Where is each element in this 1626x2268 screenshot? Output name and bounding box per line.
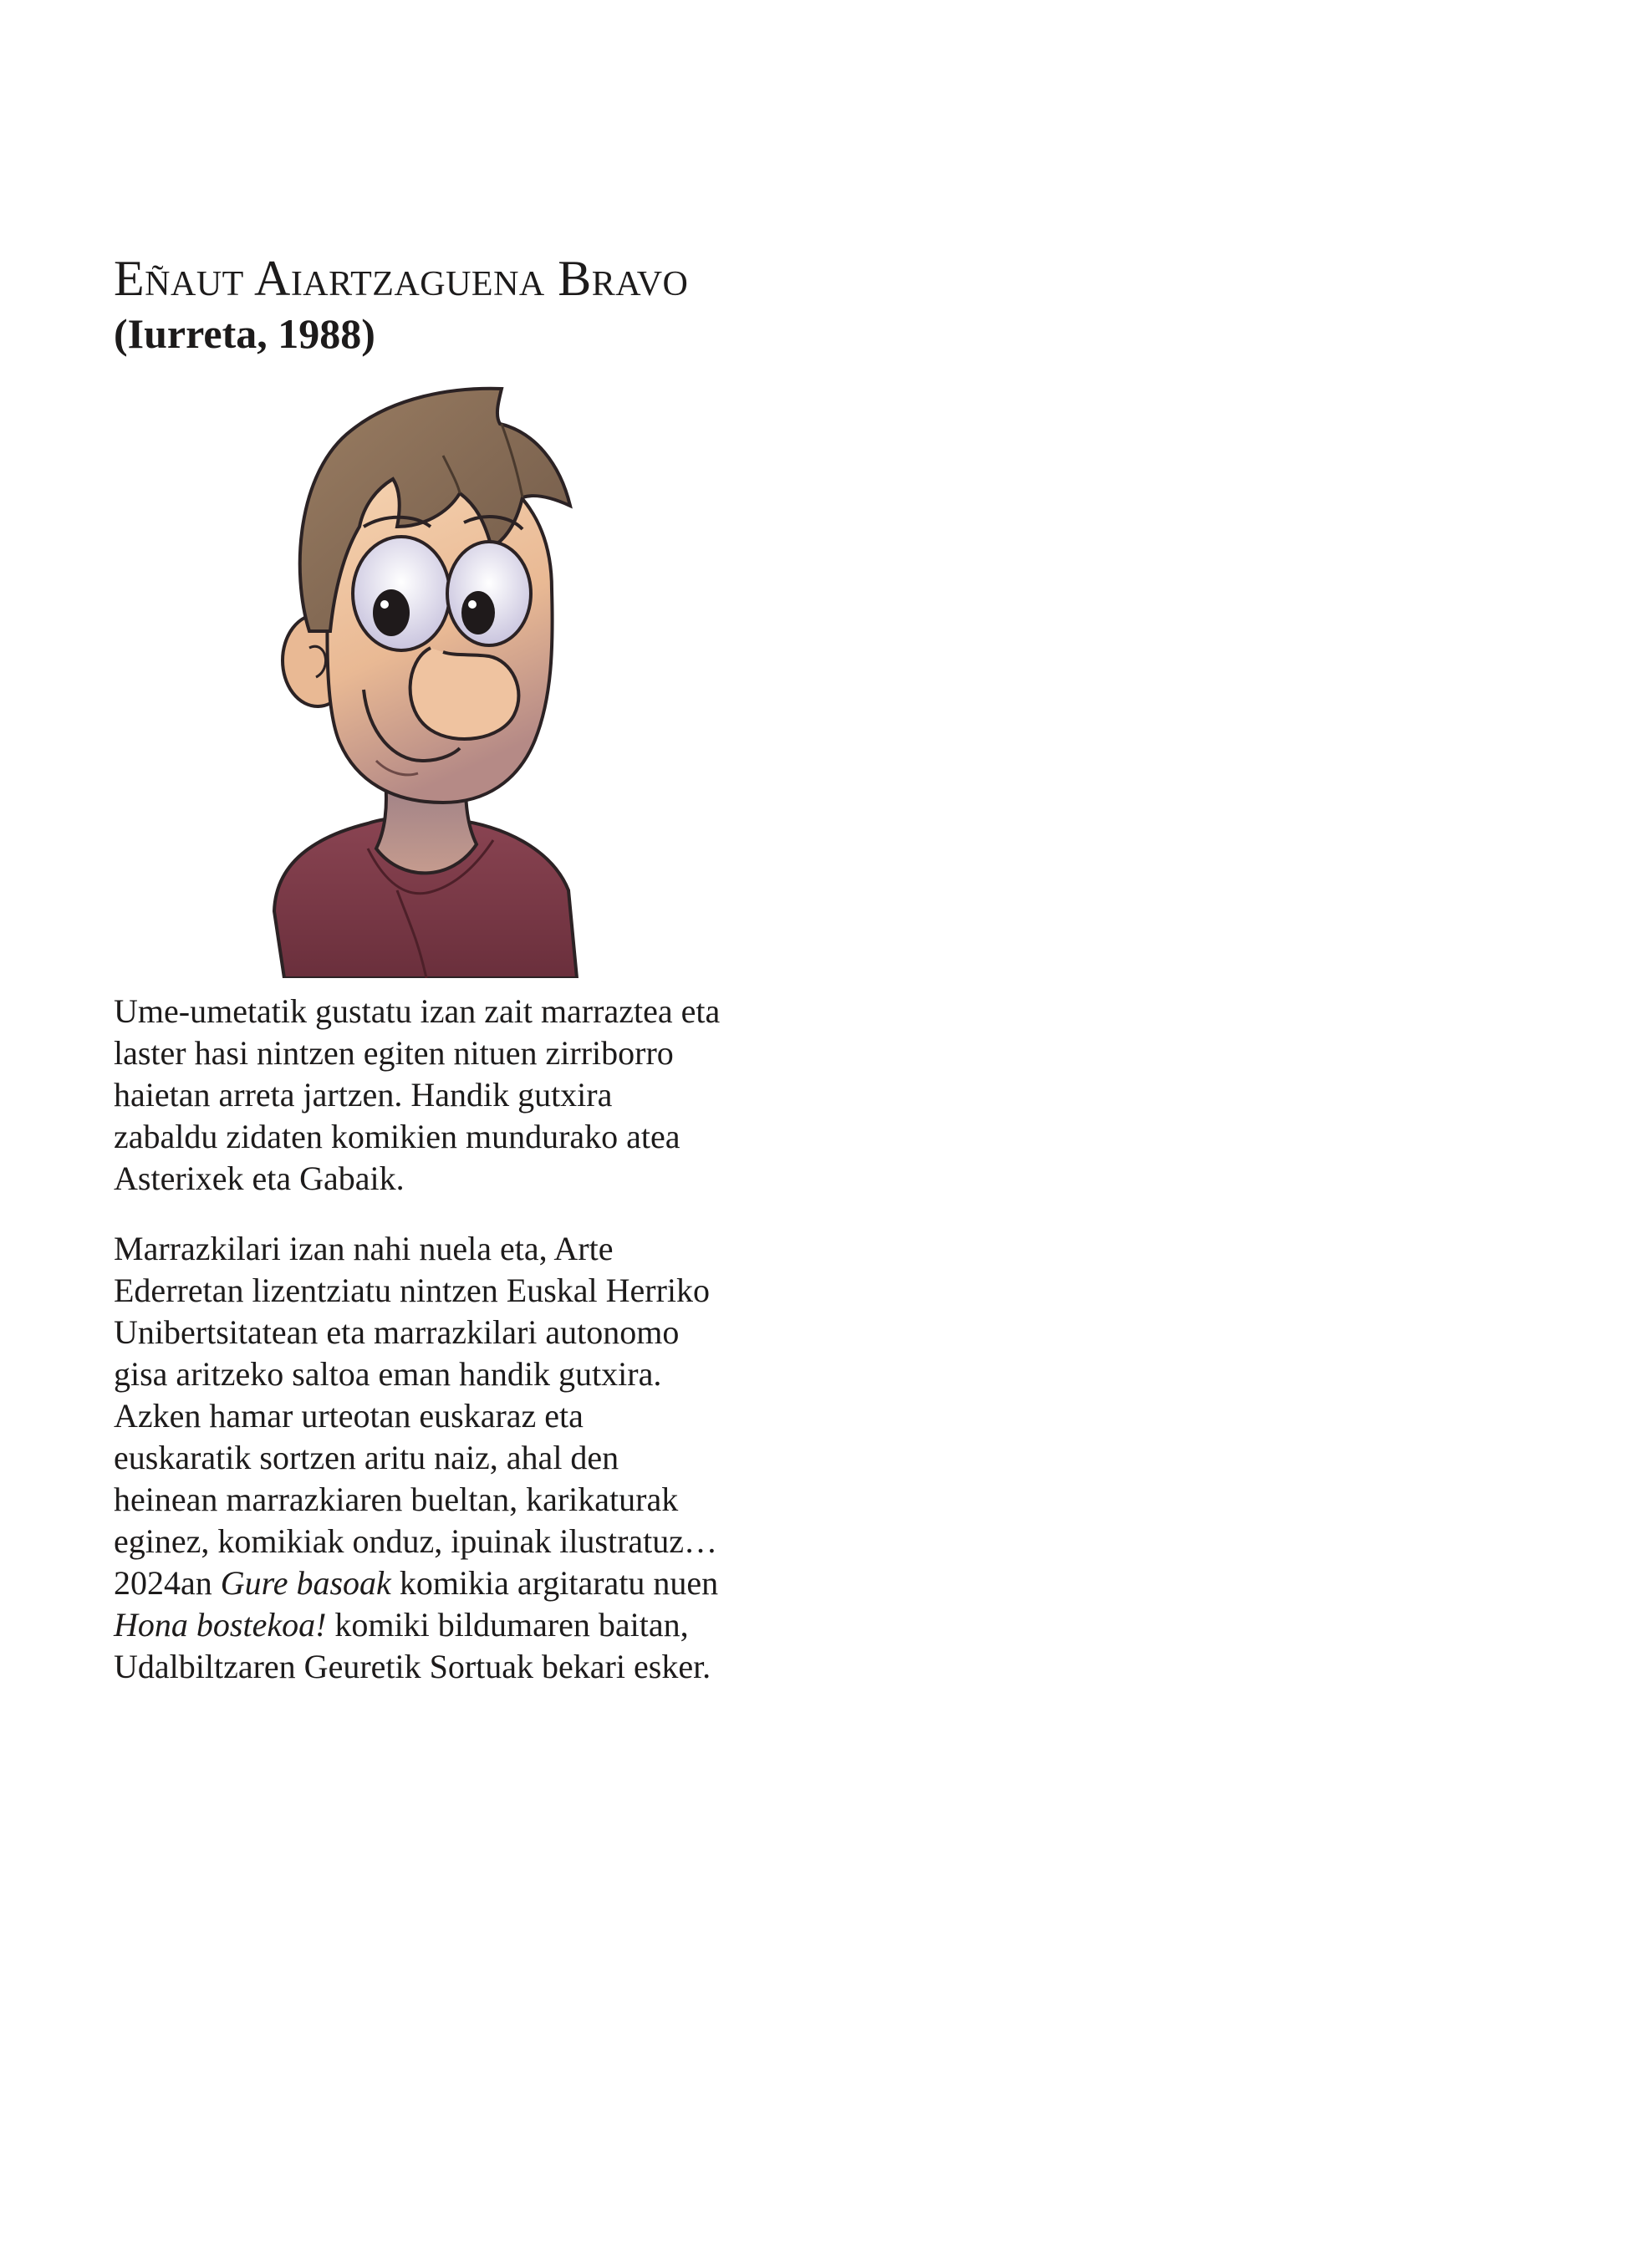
bio-line: laster hasi nintzen egiten nituen zirriborro xyxy=(114,1034,674,1072)
collection-suffix: komiki bildumaren baitan, xyxy=(334,1606,689,1644)
bio-line: haietan arreta jartzen. Handik gutxira xyxy=(114,1076,613,1114)
bio-line: Ume-umetatik gustatu izan zait marraztea eta xyxy=(114,992,721,1030)
bio-line: Ederretan lizentziatu nintzen Euskal Herriko xyxy=(114,1272,711,1309)
author-biography xyxy=(114,991,849,1716)
bio-line: Unibertsitatean eta marrazkilari autonomo xyxy=(114,1313,680,1351)
bio-line: Asterixek eta Gabaik. xyxy=(114,1159,405,1197)
bio-line: Marrazkilari izan nahi nuela eta, Arte xyxy=(114,1230,614,1267)
bio-line: eginez, komikiak onduz, ipuinak ilustratuz… xyxy=(114,1522,718,1560)
bio-paragraph-1 xyxy=(114,991,849,1200)
bio-line: gisa aritzeko saltoa eman handik gutxira. xyxy=(114,1355,662,1393)
bio-line: euskaratik sortzen aritu naiz, ahal den xyxy=(114,1439,619,1476)
bio-line: heinean marrazkiaren bueltan, karikaturak xyxy=(114,1481,679,1518)
cartoon-author-portrait-icon xyxy=(251,380,602,978)
bio-line: zabaldu zidaten komikien mundurako atea xyxy=(114,1118,680,1155)
bio-line-last: Udalbiltzaren Geuretik Sortuak bekari esker. xyxy=(114,1648,711,1685)
collection-title: Hona bostekoa! xyxy=(114,1606,327,1644)
author-name: Eñaut Aiartzaguena Bravo xyxy=(114,251,689,306)
year-prefix: 2024an xyxy=(114,1564,212,1602)
bio-line-collection xyxy=(114,1604,849,1646)
bio-paragraph-2 xyxy=(114,1228,849,1688)
bio-line-2024 xyxy=(114,1562,849,1604)
book-title: Gure basoak xyxy=(220,1564,391,1602)
book-suffix: komikia argitaratu nuen xyxy=(399,1564,719,1602)
bio-line: Azken hamar urteotan euskaraz eta xyxy=(114,1397,584,1435)
author-origin: (Iurreta, 1988) xyxy=(114,310,375,357)
